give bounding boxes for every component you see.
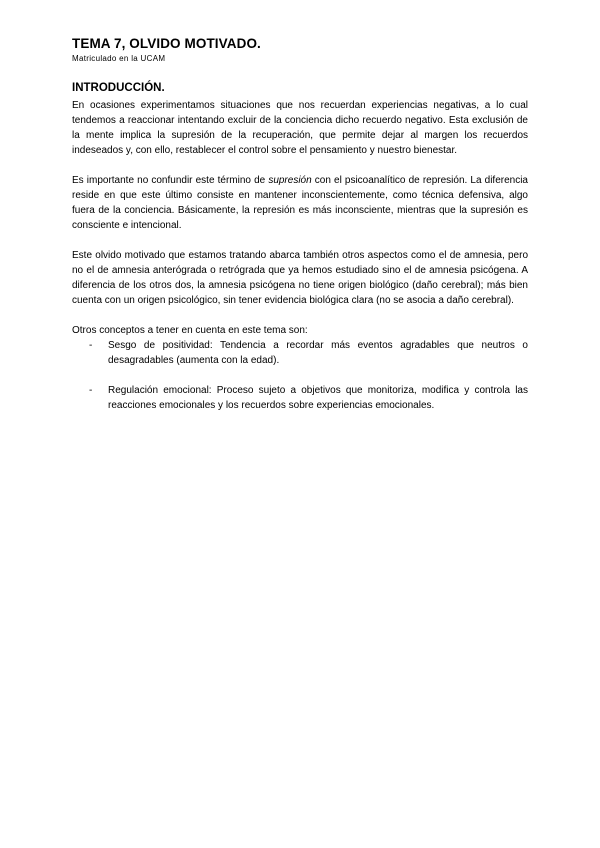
list-dash-marker: - [89,340,93,351]
paragraph-2-emphasis: supresión [268,175,312,186]
paragraph-2-text-before: Es importante no confundir este término de [72,175,269,186]
paragraph-2 [72,173,528,233]
concept-text: Regulación emocional: Proceso sujeto a objetivos que monitoriza, modifica y controla las reacciones emocionales y los recuerdos sobre experiencias emocionales. [108,385,528,411]
section-heading-introduccion: INTRODUCCIÓN. [72,82,165,94]
paragraph-3: Este olvido motivado que estamos tratando abarca también otros aspectos como el de amnesia, pero no el de amnesia anterógrada o retrógrada que ya hemos estudiado sino el de amnesia psicógena. A diferencia de los otros dos, la amnesia psicógena no tiene origen biológico (daño cerebral); más bien cuenta con un origen psicológico, sin tener evidencia biológica clara (no se asocia a daño cerebral). [72,250,528,306]
concepts-list [72,338,528,413]
list-item [72,383,528,413]
list-item [72,338,528,368]
concepts-list-intro: Otros conceptos a tener en cuenta en este tema son: [72,325,308,336]
paragraph-2-text-after: con el psicoanalítico de represión. La diferencia reside en que este último consiste en mantener inconscientemente, como técnica defensiva, algo fuera de la conciencia. Básicamente, la represión es más inconsciente, mientras que la supresión es consciente e intencional. [72,175,528,231]
document-subtitle: Matriculado en la UCAM [72,54,166,63]
paragraph-1: En ocasiones experimentamos situaciones que nos recuerdan experiencias negativas, a lo cual tendemos a reaccionar intentando excluir de la conciencia dicho recuerdo negativo. Esta exclusión de la mente implica la supresión de la recuperación, que permite dejar al margen los recuerdos indeseados y, con ello, restablecer el control sobre el pensamiento y nuestro bienestar. [72,100,528,156]
list-dash-marker: - [89,385,93,396]
document-page [72,36,528,428]
document-title: TEMA 7, OLVIDO MOTIVADO. [72,36,261,51]
concept-text: Sesgo de positividad: Tendencia a recordar más eventos agradables que neutros o desagradables (aumenta con la edad). [108,340,528,366]
